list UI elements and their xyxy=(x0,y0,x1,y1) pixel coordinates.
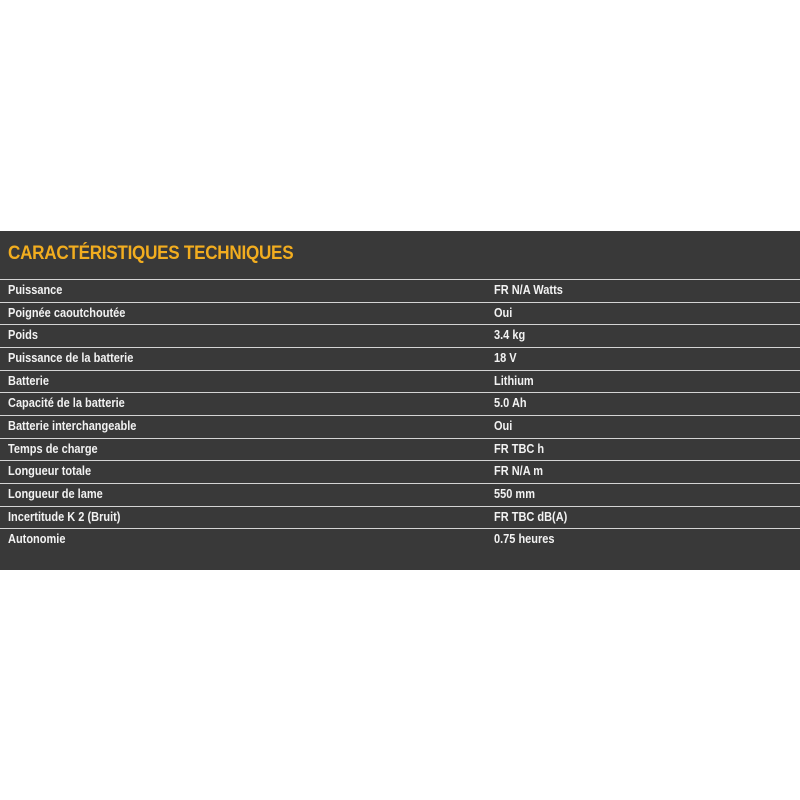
spec-label: Poignée caoutchoutée xyxy=(8,305,126,320)
spec-value: FR TBC h xyxy=(494,441,545,456)
specifications-title: CARACTÉRISTIQUES TECHNIQUES xyxy=(8,243,294,264)
spec-label: Batterie interchangeable xyxy=(8,418,137,433)
spec-value: 18 V xyxy=(494,350,517,365)
spec-row xyxy=(0,392,800,415)
spec-value: 0.75 heures xyxy=(494,532,555,547)
spec-label: Temps de charge xyxy=(8,441,98,456)
spec-value: Oui xyxy=(494,305,513,320)
specifications-table xyxy=(0,279,800,551)
spec-row xyxy=(0,483,800,506)
spec-value: FR TBC dB(A) xyxy=(494,509,568,524)
spec-row xyxy=(0,438,800,461)
spec-row xyxy=(0,460,800,483)
specifications-panel xyxy=(0,231,800,570)
spec-row xyxy=(0,324,800,347)
spec-value: 3.4 kg xyxy=(494,328,526,343)
spec-label: Longueur totale xyxy=(8,464,92,479)
spec-row xyxy=(0,415,800,438)
spec-value: 550 mm xyxy=(494,486,535,501)
spec-label: Autonomie xyxy=(8,532,66,547)
spec-value: Lithium xyxy=(494,373,534,388)
spec-row xyxy=(0,279,800,302)
spec-value: FR N/A m xyxy=(494,464,544,479)
spec-label: Longueur de lame xyxy=(8,486,103,501)
spec-label: Puissance de la batterie xyxy=(8,350,134,365)
spec-row xyxy=(0,302,800,325)
spec-row xyxy=(0,528,800,551)
spec-label: Poids xyxy=(8,328,38,343)
spec-label: Batterie xyxy=(8,373,49,388)
spec-value: FR N/A Watts xyxy=(494,283,563,297)
spec-label: Incertitude K 2 (Bruit) xyxy=(8,509,121,524)
spec-value: 5.0 Ah xyxy=(494,396,527,411)
spec-row xyxy=(0,506,800,529)
spec-row xyxy=(0,347,800,370)
spec-label: Puissance xyxy=(8,283,63,297)
spec-value: Oui xyxy=(494,418,513,433)
spec-row xyxy=(0,370,800,393)
spec-label: Capacité de la batterie xyxy=(8,396,125,411)
